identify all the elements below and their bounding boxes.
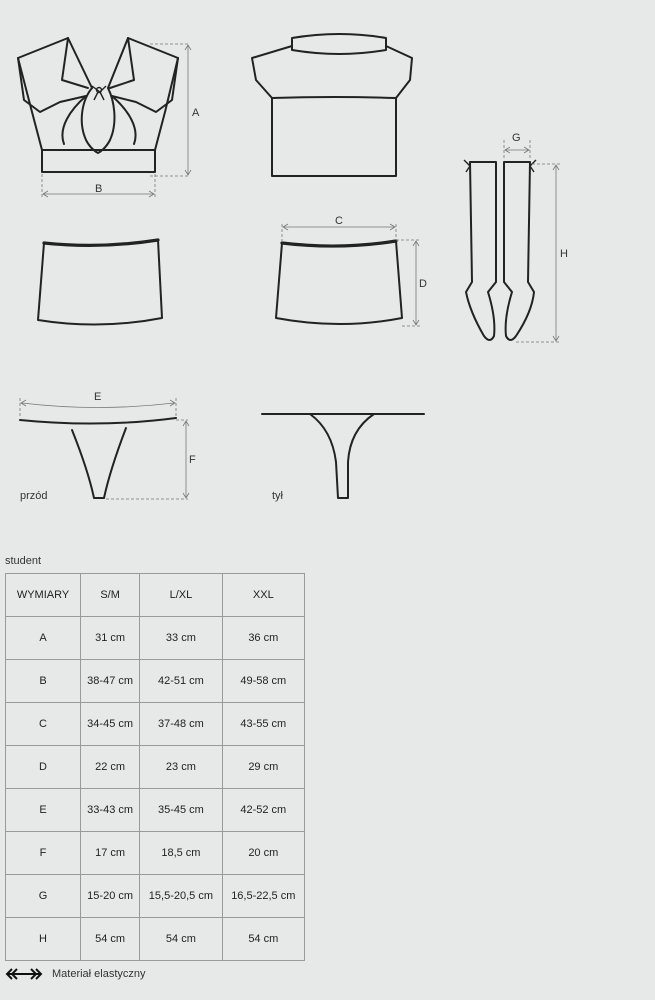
size-table [5,573,305,961]
dim-label-c: C [335,215,343,227]
row-label: D [6,746,81,789]
cell-value: 54 cm [222,918,304,961]
cell-value: 29 cm [222,746,304,789]
cell-value: 37-48 cm [140,703,222,746]
cell-value: 15,5-20,5 cm [140,875,222,918]
cell-value: 54 cm [81,918,140,961]
legend-text: Materiał elastyczny [52,968,146,980]
cell-value: 43-55 cm [222,703,304,746]
stockings [464,160,536,340]
dim-label-a: A [192,107,200,119]
top-front [18,38,178,172]
cell-value: 54 cm [140,918,222,961]
dim-label-g: G [512,132,521,144]
table-row [6,746,305,789]
row-label: A [6,617,81,660]
label-front: przód [20,490,48,502]
cell-value: 42-52 cm [222,789,304,832]
cell-value: 23 cm [140,746,222,789]
briefs-back [262,414,424,498]
dim-label-f: F [189,454,196,466]
cell-value: 31 cm [81,617,140,660]
elastic-arrows-icon [5,968,43,980]
header-size-xxl: XXL [222,574,304,617]
skirt-back [276,241,402,324]
dim-label-b: B [95,183,103,195]
dim-label-d: D [419,278,427,290]
table-row [6,789,305,832]
row-label: C [6,703,81,746]
table-row [6,660,305,703]
dim-label-h: H [560,248,568,260]
cell-value: 16,5-22,5 cm [222,875,304,918]
header-size-sm: S/M [81,574,140,617]
row-label: G [6,875,81,918]
table-row [6,617,305,660]
cell-value: 20 cm [222,832,304,875]
briefs-front [20,418,176,498]
top-back [252,34,412,176]
cell-value: 33 cm [140,617,222,660]
cell-value: 35-45 cm [140,789,222,832]
row-label: F [6,832,81,875]
cell-value: 42-51 cm [140,660,222,703]
cell-value: 33-43 cm [81,789,140,832]
row-label: H [6,918,81,961]
section-title: student [5,555,42,567]
header-measurements: WYMIARY [6,574,81,617]
label-back: tył [272,490,283,502]
row-label: E [6,789,81,832]
legend [5,968,146,980]
cell-value: 38-47 cm [81,660,140,703]
skirt-front [38,240,162,325]
table-row [6,832,305,875]
header-size-lxl: L/XL [140,574,222,617]
cell-value: 15-20 cm [81,875,140,918]
table-row [6,918,305,961]
table-row [6,703,305,746]
dim-label-e: E [94,391,102,403]
row-label: B [6,660,81,703]
cell-value: 34-45 cm [81,703,140,746]
table-row [6,875,305,918]
cell-value: 22 cm [81,746,140,789]
cell-value: 49-58 cm [222,660,304,703]
table-header-row [6,574,305,617]
cell-value: 17 cm [81,832,140,875]
cell-value: 36 cm [222,617,304,660]
cell-value: 18,5 cm [140,832,222,875]
